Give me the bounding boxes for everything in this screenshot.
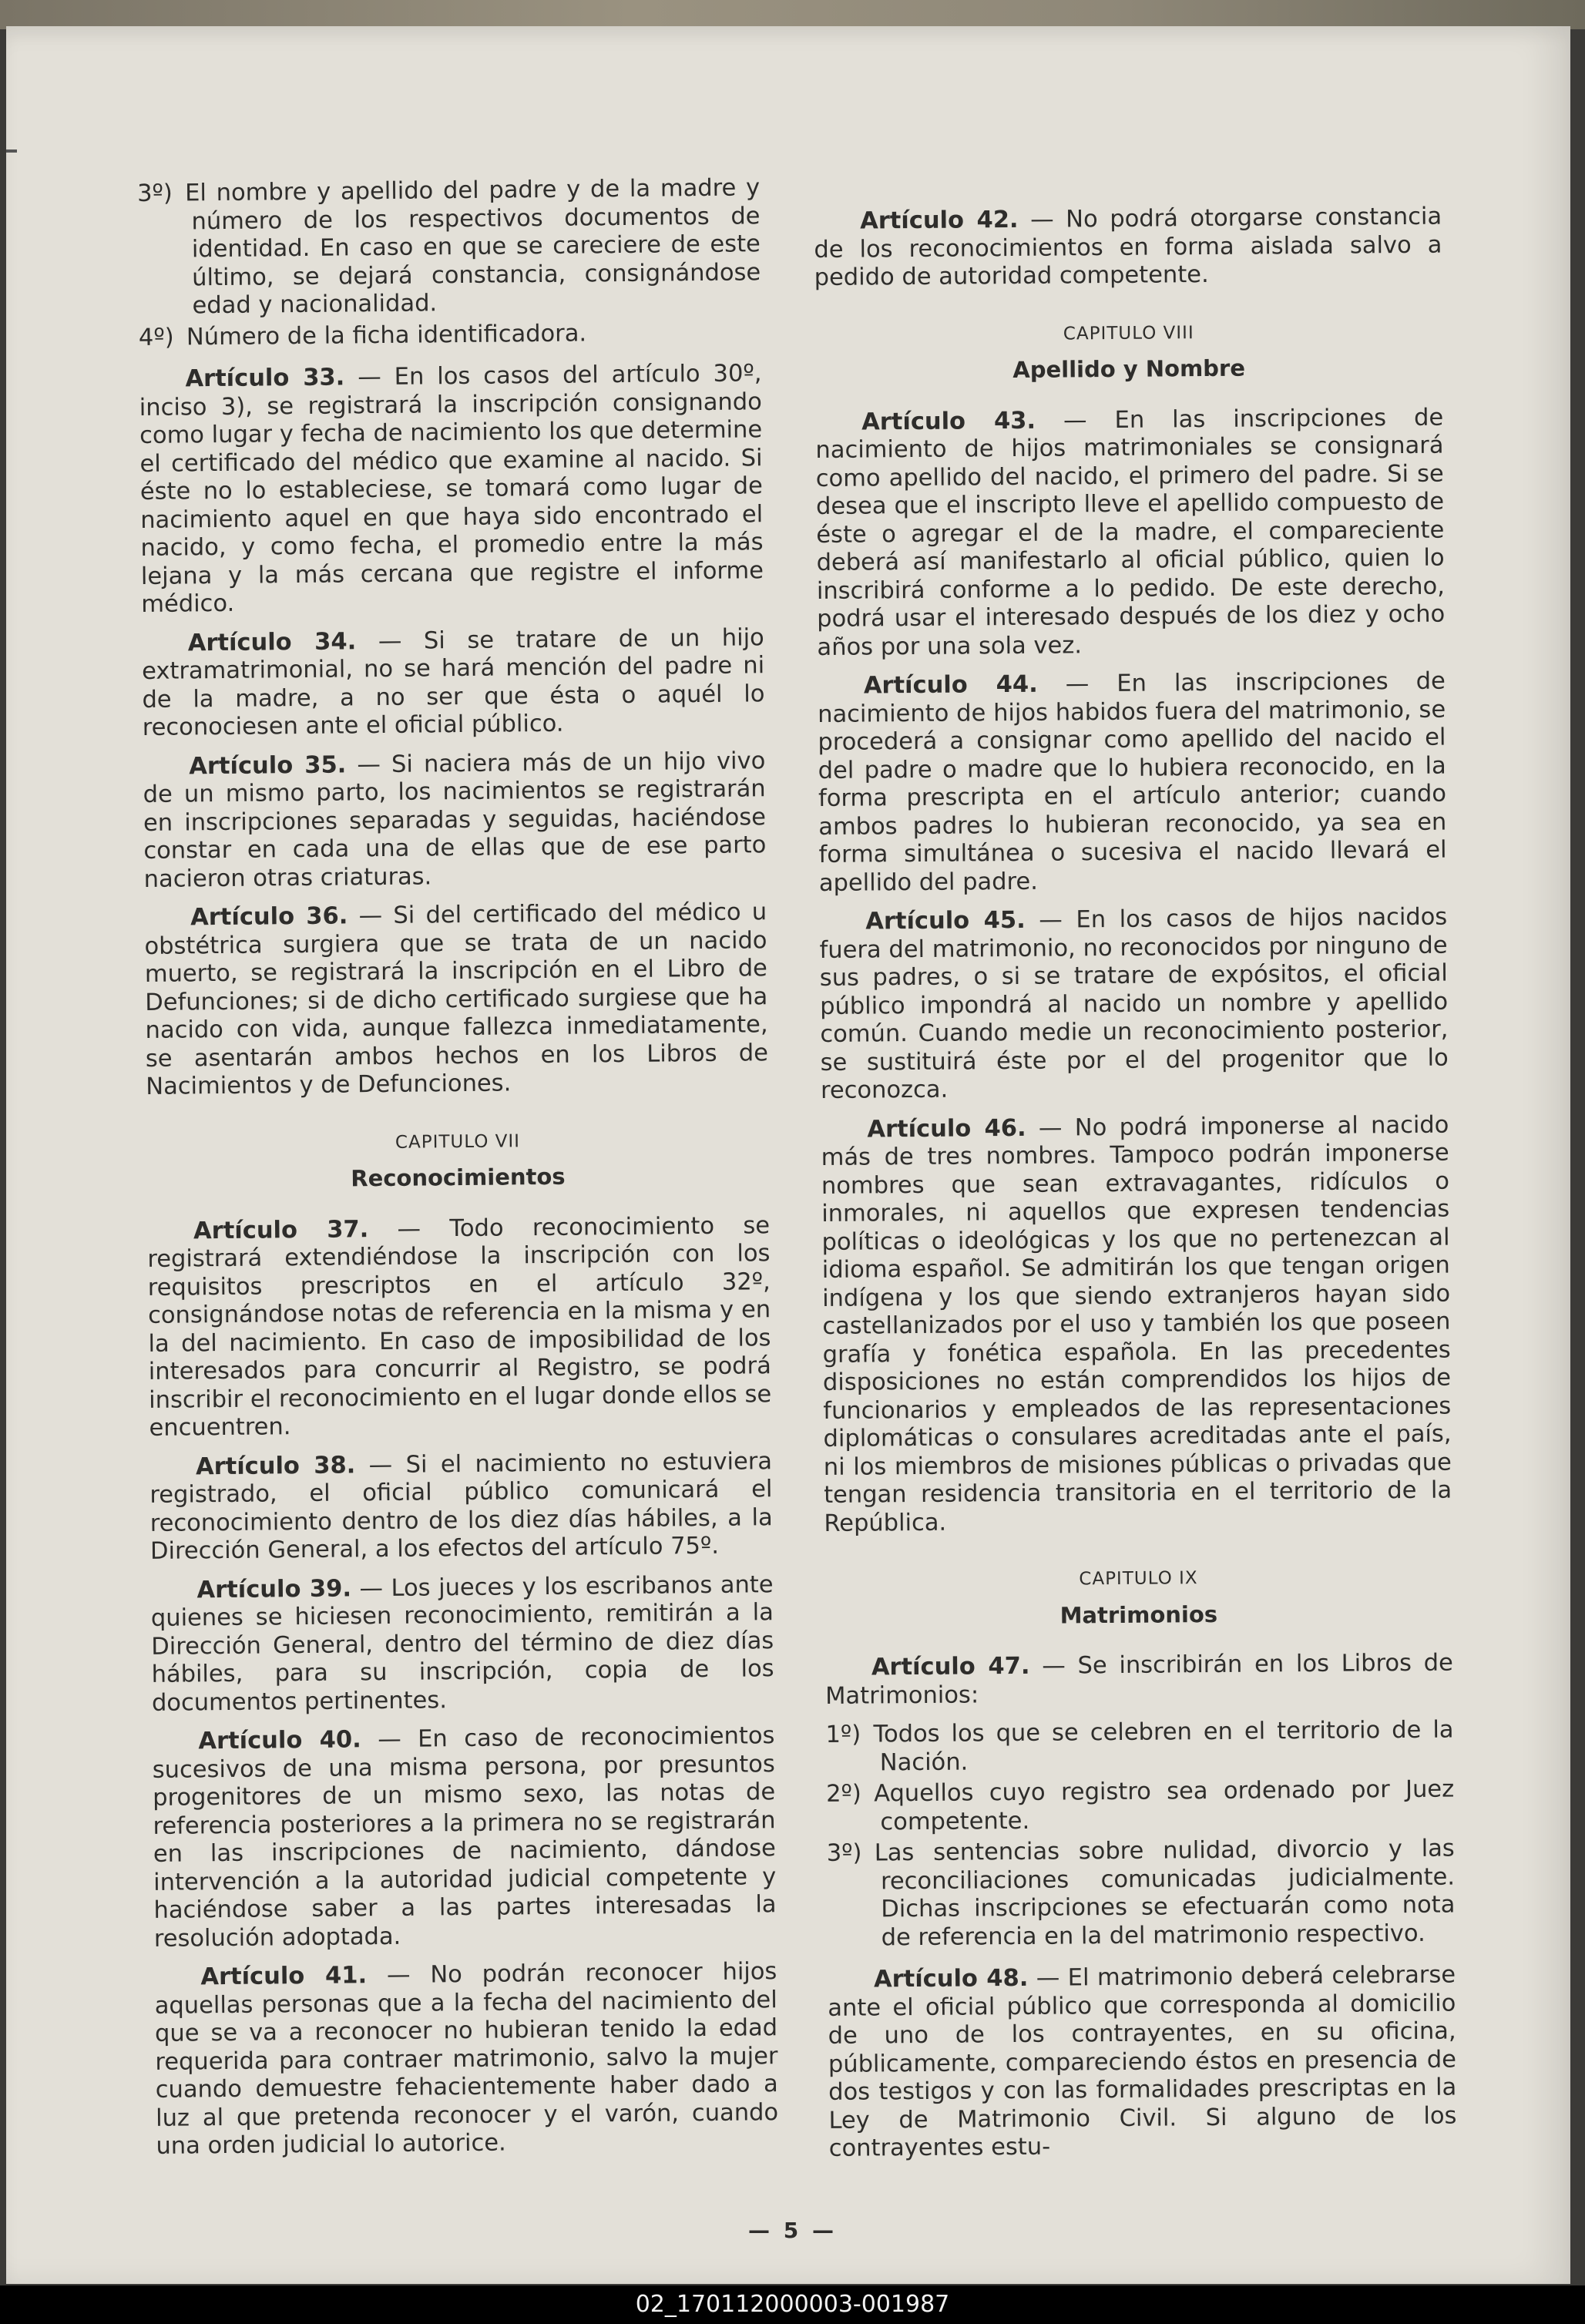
margin-mark [6, 149, 17, 153]
article-37: Artículo 37. — Todo reconocimiento se registrará extendiéndose la inscripción con los requisitos prescriptos en el artículo 32º, consignándose notas de referencia en la misma y en la del nacimiento. En caso de imposibilidad de los interesados para concurrir al Registro, se podrá inscribir el reconocimiento en el lugar donde ellos se encuentren. [147, 1211, 772, 1442]
list-item: 2º) Aquellos cuyo registro sea ordenado por Juez competente. [826, 1775, 1455, 1835]
scan-id-footer: 02_170112000003-001987 [0, 2285, 1585, 2324]
article-41: Artículo 41. — No podrán reconocer hijos aquellas personas que a la fecha del nacimiento del que se va a reconocer no hubieran tenido la edad requerida para contraer matrimonio, salvo la mujer cuando demuestre fehacientemente haber dado a luz al que pretenda reconocer y el varón, cuando una orden judicial lo autorice. [154, 1958, 779, 2160]
article-44: Artículo 44. — En las inscripciones de nacimiento de hijos habidos fuera del matrimonio, se procederá a consignar como apellido del nacido el del padre o madre que lo hubiera reconocido, en la forma prescripta en el artículo anterior; cuando ambos padres lo hubieran reconocido, ya sea en forma simultánea o sucesiva el nacido llevará el apellido del padre. [818, 667, 1447, 897]
list-item: 3º) Las sentencias sobre nulidad, divorcio y las reconciliaciones comunicadas judicialmente. Dichas inscripciones se efectuarán como nota de referencia en la del matrimonio respectivo. [826, 1835, 1456, 1951]
right-column [814, 203, 1457, 2175]
document-page [6, 26, 1570, 2284]
article-47: Artículo 47. — Se inscribirán en los Libros de Matrimonios: [825, 1649, 1453, 1710]
article-43: Artículo 43. — En las inscripciones de nacimiento de hijos matrimoniales se consignará como apellido del nacido, el primero del padre. Si se desea que el inscripto lleve el apellido compuesto de éste o agregar el de la madre, el compareciente deberá así manifestarlo al oficial público, quien lo inscribirá conforme a lo pedido. De este derecho, podrá usar el interesado después de los diez y ocho años por una sola vez. [815, 404, 1446, 661]
article-42: Artículo 42. — No podrá otorgarse constancia de los reconocimientos en forma aislada salvo a pedido de autoridad competente. [814, 203, 1442, 291]
article-39: Artículo 39. — Los jueces y los escribanos ante quienes se hiciesen reconocimiento, remitirán a la Dirección General, dentro del término de diez días hábiles, para su inscripción, copia de los documentos pertinentes. [150, 1570, 774, 1717]
article-34: Artículo 34. — Si se tratare de un hijo extramatrimonial, no se hará mención del padre ni de la madre, a no ser que ésta o aquél lo reconociesen ante el oficial público. [141, 623, 765, 741]
article-33: Artículo 33. — En los casos del artículo 30º, inciso 3), se registrará la inscripción consignando como lugar y fecha de nacimiento los que determine el certificado del médico que examine al nacido. Si éste no lo estableciese, se tomará como lugar de nacimiento aquel en que haya sido encontrado el nacido, y como fecha, el promedio entre la más lejana y la más cercana que registre el informe médico. [139, 360, 764, 618]
list-item: 4º) Número de la ficha identificadora. [138, 319, 587, 351]
list-item: 1º) Todos los que se celebren en el territorio de la Nación. [825, 1716, 1454, 1776]
chapter-label: CAPITULO VII [395, 1130, 521, 1153]
article-38: Artículo 38. — Si el nacimiento no estuviera registrado, el oficial público comunicará el reconocimiento dentro de los diez días hábiles, a la Dirección General, a los efectos del artículo 75º. [149, 1447, 773, 1565]
chapter-title: Apellido y Nombre [1012, 354, 1246, 383]
article-35: Artículo 35. — Si naciera más de un hijo vivo de un mismo parto, los nacimientos se registrarán en inscripciones separadas y seguidas, haciéndose constar en cada una de ellas que de ese parto nacieron otras criaturas. [143, 747, 767, 893]
article-45: Artículo 45. — En los casos de hijos nacidos fuera del matrimonio, no reconocidos por ninguno de sus padres, o si se tratare de expósitos, el oficial público impondrá al nacido un nombre y apellido común. Cuando medie un reconocimiento posterior, se sustituirá éste por el del progenitor que lo reconozca. [819, 903, 1449, 1104]
article-36: Artículo 36. — Si del certificado del médico u obstétrica surgiera que se trata de un nacido muerto, se registrará la inscripción en el Libro de Defunciones; si de dicho certificado surgiese que ha nacido con vida, aunque fallezca inmediatamente, se asentarán ambos hechos en los Libros de Nacimientos y de Defunciones. [144, 898, 769, 1100]
article-40: Artículo 40. — En caso de reconocimientos sucesivos de una misma persona, por presuntos progenitores de un mismo sexo, las notas de referencia posteriores a la primera no se registrarán en las inscripciones de nacimiento, dándose intervención a la autoridad judicial competente y haciéndose saber a las partes interesadas la resolución adoptada. [152, 1722, 777, 1953]
left-column [137, 174, 779, 2171]
chapter-label: CAPITULO IX [1079, 1568, 1198, 1590]
page-number: — 5 — [748, 2218, 837, 2243]
chapter-title: Matrimonios [1059, 1600, 1218, 1629]
article-46: Artículo 46. — No podrá imponerse al nacido más de tres nombres. Tampoco podrán imponerse nombres que sean extravagantes, ridículos o inmorales, ni aquellos que expresen tendencias políticas o ideológicas y los que no pertenezcan al idioma español. Se admitirán los que tengan origen indígena y los que siendo extranjeros hayan sido castellanizados por el uso y también los que poseen grafía y fonética española. En las precedentes disposiciones no están comprendidos los hijos de funcionarios y empleados de las representaciones diplomáticas o consulares acreditadas ante el país, ni los miembros de misiones públicas o privadas que tengan residencia transitoria en el territorio de la República. [821, 1111, 1452, 1537]
article-48: Artículo 48. — El matrimonio deberá celebrarse ante el oficial público que corresponda al domicilio de uno de los contrayentes, en su oficina, públicamente, compareciendo éstos en presencia de dos testigos y con las formalidades prescriptas en la Ley de Matrimonio Civil. Si alguno de los contrayentes estu- [828, 1961, 1457, 2162]
chapter-label: CAPITULO VIII [1063, 322, 1194, 344]
scan-top-edge [0, 0, 1585, 29]
chapter-title: Reconocimientos [351, 1163, 566, 1192]
list-item: 3º) El nombre y apellido del padre y de la madre y número de los respectivos documentos de identidad. En caso en que se careciere de este último, se dejará constancia, consignándose edad y nacionalidad. [137, 174, 761, 320]
